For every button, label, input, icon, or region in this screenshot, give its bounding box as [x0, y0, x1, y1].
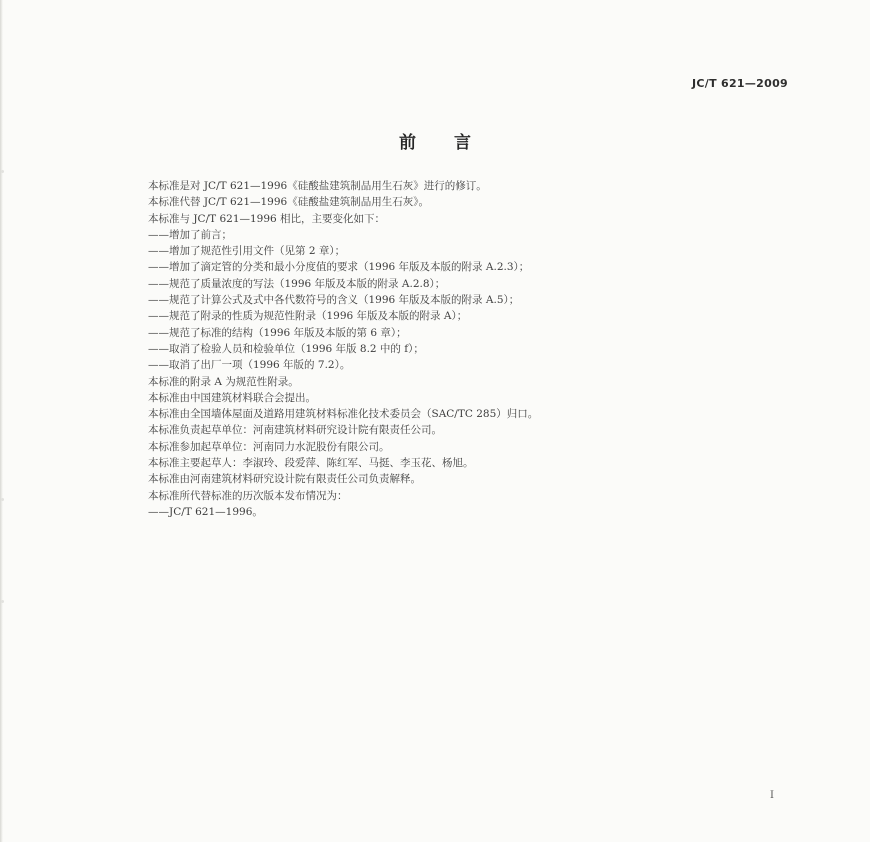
foreword-line: 本标准主要起草人：李淑玲、段爱萍、陈红军、马挺、李玉花、杨旭。: [148, 457, 474, 470]
foreword-line: ——规范了质量浓度的写法（1996 年版及本版的附录 A.2.8）；: [148, 277, 446, 290]
foreword-line: 本标准代替 JC/T 621—1996《硅酸盐建筑制品用生石灰》。: [148, 196, 429, 209]
foreword-line: ——规范了标准的结构（1996 年版及本版的第 6 章）；: [148, 326, 407, 339]
scan-speck: [1, 498, 4, 501]
foreword-line: 本标准由全国墙体屋面及道路用建筑材料标准化技术委员会（SAC/TC 285）归口。: [148, 408, 539, 421]
foreword-line: ——取消了出厂一项（1996 年版的 7.2）。: [148, 359, 351, 372]
standard-number: JC/T 621—2009: [692, 77, 788, 90]
foreword-line: 本标准是对 JC/T 621—1996《硅酸盐建筑制品用生石灰》进行的修订。: [148, 180, 487, 192]
page-edge-shadow: [0, 0, 3, 842]
foreword-line: ——JC/T 621—1996。: [148, 505, 263, 518]
foreword-line: 本标准所代替标准的历次版本发布情况为：: [148, 489, 348, 502]
foreword-line: 本标准参加起草单位：河南同力水泥股份有限公司。: [148, 440, 390, 453]
foreword-title: 前言: [399, 133, 509, 153]
foreword-line: 本标准由中国建筑材料联合会提出。: [148, 391, 316, 404]
foreword-line: 本标准负责起草单位：河南建筑材料研究设计院有限责任公司。: [148, 424, 442, 437]
foreword-line: ——增加了前言；: [148, 228, 232, 241]
foreword-line: ——规范了附录的性质为规范性附录（1996 年版及本版的附录 A）；: [148, 310, 468, 323]
foreword-line: ——规范了计算公式及式中各代数符号的含义（1996 年版及本版的附录 A.5）；: [148, 294, 520, 307]
foreword-line: ——增加了滴定管的分类和最小分度值的要求（1996 年版及本版的附录 A.2.3）；: [148, 261, 530, 274]
scan-speck: [1, 600, 4, 603]
foreword-line: 本标准由河南建筑材料研究设计院有限责任公司负责解释。: [148, 473, 421, 486]
foreword-line: ——增加了规范性引用文件（见第 2 章）；: [148, 245, 346, 258]
foreword-body: [148, 178, 708, 520]
foreword-line: 本标准与 JC/T 621—1996 相比，主要变化如下：: [148, 212, 386, 225]
foreword-line: 本标准的附录 A 为规范性附录。: [148, 375, 299, 388]
scan-speck: [1, 170, 4, 173]
foreword-line: ——取消了检验人员和检验单位（1996 年版 8.2 中的 f）；: [148, 342, 424, 355]
page-number: I: [770, 790, 774, 801]
